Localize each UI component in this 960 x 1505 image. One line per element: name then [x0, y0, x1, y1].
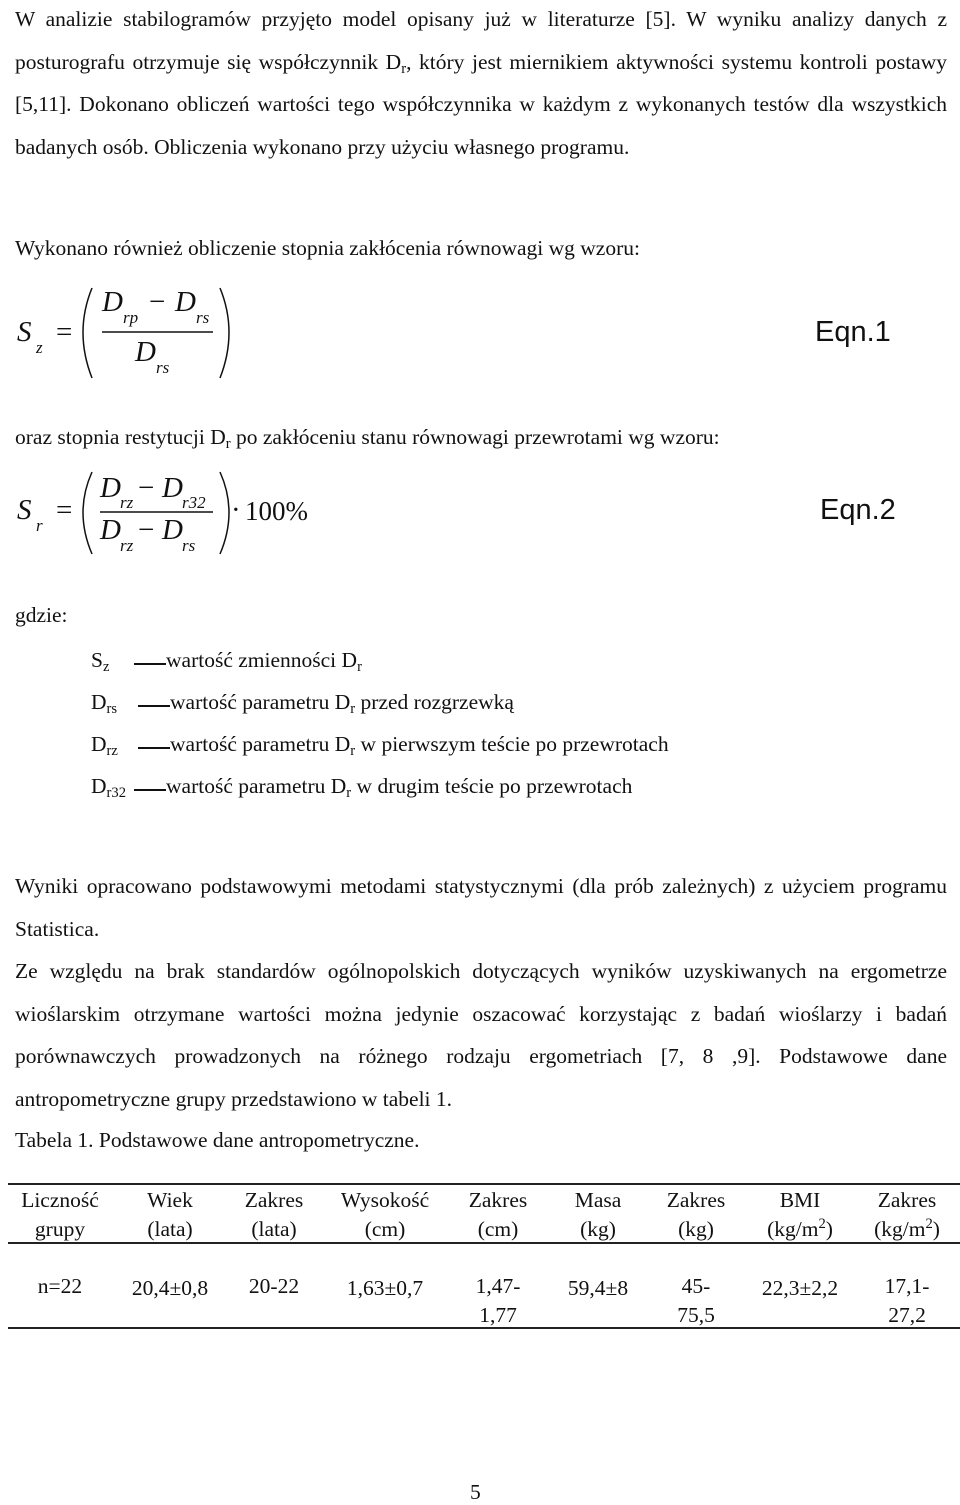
eq2-num-b: D	[162, 472, 183, 504]
equation-2	[0, 466, 960, 571]
eq2-minus: −	[138, 472, 155, 504]
paragraph-standards: Ze względu na brak standardów ogólnopolskich dotyczących wyników uzyskiwanych na ergometrze wioślarskim otrzymane wartości można jedynie oszacować korzystając z badań wioślarzy i badań porównawczych prowadzonych na różnego rodzaju ergometriach [7, 8 ,9]. Podstawowe dane antropometryczne grupy przedstawiono w tabeli 1.	[15, 959, 947, 1111]
def-dash	[138, 705, 170, 707]
table-header-cell: Zakres (kg)	[666, 1188, 726, 1241]
def-dash	[134, 663, 166, 665]
eq1-num-b-sub: rs	[196, 308, 210, 327]
eq1-num-a-sub: rp	[123, 308, 139, 327]
table-cell: 1,63±0,7	[346, 1276, 424, 1300]
table-cell: 45- 75,5	[677, 1274, 715, 1327]
def-text: wartość parametru $D_r$ w drugim teście po przewrotach	[166, 774, 633, 801]
eq2-den-a-sub: rz	[120, 536, 134, 555]
eq1-den-sub: rs	[156, 358, 170, 377]
eq2-label: Eqn.2	[820, 494, 896, 526]
table-header-cell: Liczność grupy	[21, 1188, 99, 1241]
table-cell: 17,1- 27,2	[884, 1274, 930, 1327]
eq2-num-a: D	[100, 472, 121, 504]
table-cell: 20,4±0,8	[131, 1276, 209, 1300]
table-header-cell: Wiek (lata)	[147, 1188, 193, 1241]
eq2-num-a-sub: rz	[120, 493, 134, 512]
p1-text-a: W analizie stabilogramów przyjęto model opisany już w literaturze [5]. W wyniku analizy danych z posturografu otrzymuje się współczynnik D	[15, 7, 947, 74]
p1-text-b: , który jest miernikiem aktywności systemu kontroli postawy [5,11]. Dokonano obliczeń wartości tego współczynnika w każdym z wykonanych testów dla wszystkich badanych osób. Obliczenia wykonano przy użyciu własnego programu.	[15, 49, 947, 159]
table-header-cell: Wysokość (cm)	[340, 1188, 430, 1241]
def-symbol: $D_{r32}$	[91, 774, 127, 801]
eq2-mult: ·	[231, 494, 241, 526]
eq1-minus: −	[149, 286, 166, 318]
eq1-label: Eqn.1	[815, 316, 891, 348]
eq2-num-b-sub: r32	[182, 493, 206, 512]
eq1-equals: =	[56, 316, 73, 348]
page-number: 5	[470, 1480, 481, 1504]
eq2-den-b: D	[162, 514, 183, 546]
eq2-left-paren	[83, 472, 92, 554]
paragraph-intro-eq2	[15, 425, 720, 450]
eq2-lhs: S	[17, 494, 32, 526]
eq1-num-a: D	[102, 286, 123, 318]
table-caption: Tabela 1. Podstawowe dane antropometryczne.	[15, 1128, 420, 1152]
eq1-den: D	[135, 336, 156, 368]
equation-1	[0, 280, 960, 390]
def-symbol: $D_{rs}$	[91, 690, 118, 717]
eq1-num-b: D	[175, 286, 196, 318]
def-symbol: $D_{rz}$	[91, 732, 118, 759]
p3-text-a: oraz stopnia restytucji D	[15, 425, 226, 449]
table-cell: 22,3±2,2	[761, 1276, 839, 1300]
paragraph-methods: Wyniki opracowano podstawowymi metodami statystycznymi (dla prób zależnych) z użyciem programu Statistica.	[15, 874, 947, 941]
p1-sub: r	[401, 60, 407, 77]
def-symbol: $S_z$	[91, 648, 110, 675]
table-cell: 1,47- 1,77	[475, 1274, 521, 1327]
table-header-cell: Zakres (cm)	[468, 1188, 528, 1241]
table-top-rule	[8, 1183, 960, 1185]
eq2-den-minus: −	[138, 514, 155, 546]
eq1-left-paren	[83, 288, 92, 378]
eq1-lhs: S	[17, 316, 32, 348]
eq1-lhs-sub: z	[36, 338, 43, 357]
eq2-den-a: D	[100, 514, 121, 546]
eq2-lhs-sub: r	[36, 516, 43, 535]
eq2-den-b-sub: rs	[182, 536, 196, 555]
eq2-right-paren	[220, 472, 229, 554]
table-header-cell: Zakres $(kg/m^2)$	[874, 1188, 940, 1241]
eq2-factor: 100%	[245, 496, 308, 526]
eq1-right-paren	[220, 288, 229, 378]
table-cell: n=22	[37, 1274, 83, 1298]
table-header-cell: BMI $(kg/m^2)$	[767, 1188, 833, 1241]
p3-sub: r	[225, 436, 231, 452]
paragraph-intro-eq1: Wykonano również obliczenie stopnia zakłócenia równowagi wg wzoru:	[15, 236, 640, 260]
def-dash	[134, 789, 166, 791]
table-cell: 59,4±8	[567, 1276, 629, 1300]
def-text: wartość parametru $D_r$ przed rozgrzewką	[170, 690, 514, 717]
table-cell: 20-22	[248, 1274, 300, 1298]
table-header-cell: Zakres (lata)	[244, 1188, 304, 1241]
def-text: wartość zmienności $D_r$	[166, 648, 362, 675]
p3-text-b: po zakłóceniu stanu równowagi przewrotami wg wzoru:	[230, 425, 720, 449]
def-dash	[138, 747, 170, 749]
def-text: wartość parametru $D_r$ w pierwszym teście po przewrotach	[170, 732, 669, 759]
where-label: gdzie:	[15, 603, 68, 627]
eq2-equals: =	[56, 494, 73, 526]
paragraph-stabilogram	[15, 0, 947, 168]
table-header-cell: Masa (kg)	[574, 1188, 622, 1241]
